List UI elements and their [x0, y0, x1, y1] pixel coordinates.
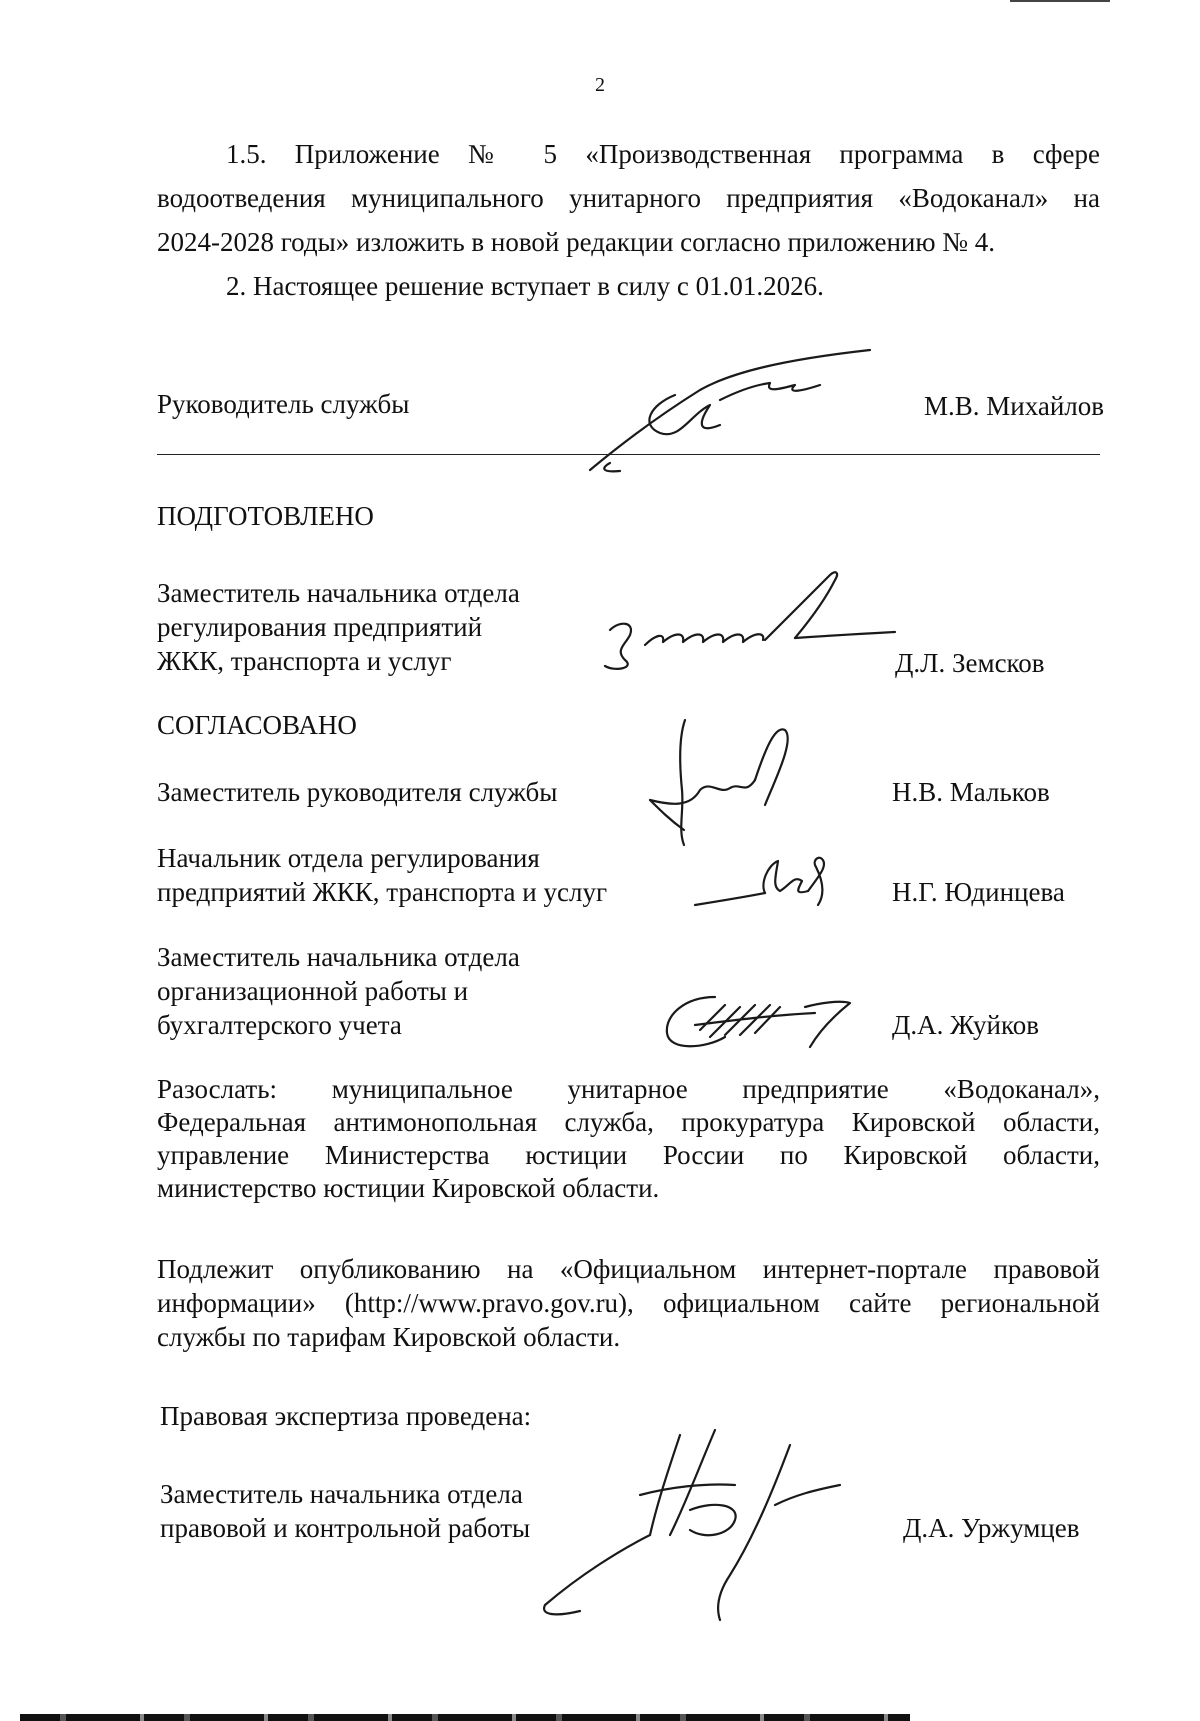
signer-1-position: Заместитель руководителя службы: [157, 777, 558, 807]
page-number: 2: [595, 74, 605, 96]
signer-3-position-line-2: организационной работы и: [157, 976, 469, 1006]
legal-review-position-line-2: правовой и контрольной работы: [160, 1513, 531, 1543]
prepared-position-line-2: регулирования предприятий: [157, 612, 483, 642]
signer-2-signature-mark: [690, 845, 840, 915]
scan-artifact-top: [1010, 0, 1110, 2]
paragraph-1-5-line-2: водоотведения муниципального унитарного предприятия «Водоканал» на: [157, 183, 1100, 213]
head-signature-mark: [580, 345, 880, 475]
distribution-line-1: Разослать: муниципальное унитарное предприятие «Водоканал»,: [157, 1074, 1100, 1104]
signer-3-position-line-1: Заместитель начальника отдела: [157, 942, 520, 972]
prepared-position-line-1: Заместитель начальника отдела: [157, 578, 520, 608]
signer-1-signature-mark: [640, 710, 830, 850]
publication-line-2: информации» (http://www.pravo.gov.ru), официальном сайте региональной: [157, 1288, 1100, 1318]
agreed-heading: СОГЛАСОВАНО: [157, 710, 357, 740]
prepared-name: Д.Л. Земсков: [895, 648, 1045, 678]
legal-review-name: Д.А. Уржумцев: [903, 1513, 1080, 1543]
signer-3-position-line-3: бухгалтерского учета: [157, 1010, 402, 1040]
prepared-position-line-3: ЖКК, транспорта и услуг: [157, 646, 452, 676]
legal-review-position-line-1: Заместитель начальника отдела: [160, 1479, 523, 1509]
signature-divider-line: [157, 454, 1100, 455]
paragraph-1-5-line-3: 2024-2028 годы» изложить в новой редакции согласно приложению № 4.: [157, 227, 996, 257]
legal-review-signature-mark: [540, 1425, 870, 1625]
prepared-signature-mark: [595, 560, 905, 690]
head-name: М.В. Михайлов: [924, 391, 1105, 421]
head-position: Руководитель службы: [157, 389, 410, 419]
scan-artifact-bottom: [20, 1714, 910, 1721]
signer-2-position-line-1: Начальник отдела регулирования: [157, 843, 540, 873]
signer-1-name: Н.В. Мальков: [892, 777, 1050, 807]
distribution-line-3: управление Министерства юстиции России по Кировской области,: [157, 1140, 1100, 1170]
distribution-line-2: Федеральная антимонопольная служба, прокуратура Кировской области,: [157, 1107, 1100, 1137]
publication-line-3: службы по тарифам Кировской области.: [157, 1322, 621, 1352]
signer-2-position-line-2: предприятий ЖКК, транспорта и услуг: [157, 877, 608, 907]
signer-2-name: Н.Г. Юдинцева: [892, 877, 1065, 907]
paragraph-2: 2. Настоящее решение вступает в силу с 01.01.2026.: [226, 271, 824, 301]
signer-3-name: Д.А. Жуйков: [892, 1010, 1039, 1040]
prepared-heading: ПОДГОТОВЛЕНО: [157, 501, 374, 531]
distribution-line-4: министерство юстиции Кировской области.: [157, 1173, 660, 1203]
legal-review-heading: Правовая экспертиза проведена:: [160, 1401, 532, 1431]
publication-line-1: Подлежит опубликованию на «Официальном интернет-портале правовой: [157, 1254, 1100, 1284]
paragraph-1-5-line-1: 1.5. Приложение № 5 «Производственная программа в сфере: [226, 139, 1100, 169]
signer-3-signature-mark: [655, 985, 855, 1060]
